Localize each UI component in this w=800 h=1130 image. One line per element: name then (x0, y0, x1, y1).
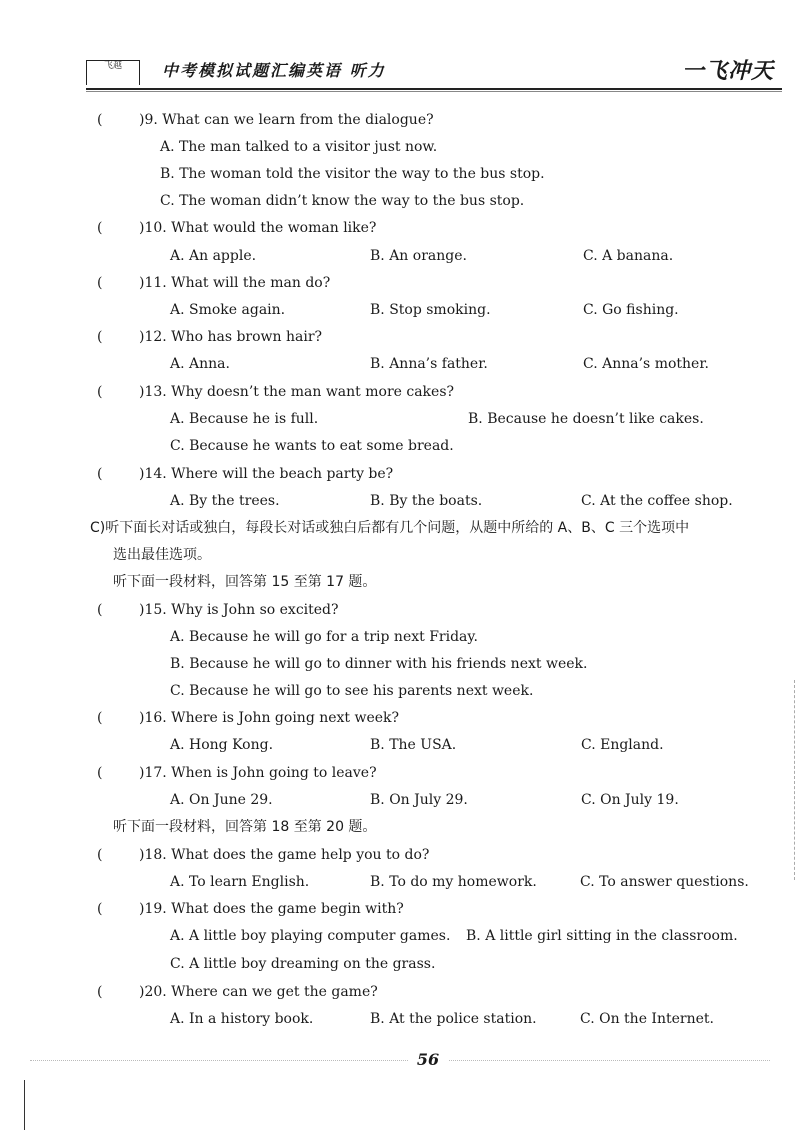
question-9: )9. What can we learn from the dialogue? (139, 112, 434, 128)
option-20b: B. At the police station. (370, 1011, 537, 1027)
option-20a: A. In a history book. (170, 1011, 314, 1027)
question-10: )10. What would the woman like? (139, 220, 377, 236)
question-16: )16. Where is John going next week? (139, 710, 400, 726)
option-10c: C. A banana. (583, 248, 674, 264)
answer-paren[interactable]: ( (97, 984, 103, 1000)
option-18a: A. To learn English. (170, 874, 310, 890)
question-20: )20. Where can we get the game? (139, 984, 378, 1000)
option-13b: B. Because he doesn’t like cakes. (468, 411, 704, 427)
question-14: )14. Where will the beach party be? (139, 466, 394, 482)
answer-paren[interactable]: ( (97, 710, 103, 726)
header-rule-thin (86, 91, 782, 92)
option-14a: A. By the trees. (170, 493, 280, 509)
option-12b: B. Anna’s father. (370, 356, 488, 372)
option-15c: C. Because he will go to see his parents next week. (170, 683, 534, 699)
question-11: )11. What will the man do? (139, 275, 331, 291)
option-19a: A. A little boy playing computer games. (170, 928, 451, 944)
page-header (86, 52, 782, 92)
answer-paren[interactable]: ( (97, 220, 103, 236)
option-17c: C. On July 19. (581, 792, 679, 808)
question-17: )17. When is John going to leave? (139, 765, 377, 781)
option-13a: A. Because he is full. (170, 411, 319, 427)
option-19c: C. A little boy dreaming on the grass. (170, 956, 436, 972)
header-brand: 一飞冲天 (681, 58, 774, 84)
answer-paren[interactable]: ( (97, 329, 103, 345)
option-12c: C. Anna’s mother. (583, 356, 709, 372)
question-15: )15. Why is John so excited? (139, 602, 339, 618)
answer-paren[interactable]: ( (97, 275, 103, 291)
option-9c: C. The woman didn’t know the way to the bus stop. (160, 193, 525, 209)
option-12a: A. Anna. (170, 356, 230, 372)
answer-paren[interactable]: ( (97, 384, 103, 400)
answer-paren[interactable]: ( (97, 765, 103, 781)
option-11c: C. Go fishing. (583, 302, 679, 318)
option-14b: B. By the boats. (370, 493, 483, 509)
option-20c: C. On the Internet. (580, 1011, 714, 1027)
answer-paren[interactable]: ( (97, 466, 103, 482)
answer-paren[interactable]: ( (97, 847, 103, 863)
question-12: )12. Who has brown hair? (139, 329, 323, 345)
option-18b: B. To do my homework. (370, 874, 537, 890)
option-9b: B. The woman told the visitor the way to the bus stop. (160, 166, 545, 182)
question-13: )13. Why doesn’t the man want more cakes? (139, 384, 455, 400)
option-17b: B. On July 29. (370, 792, 468, 808)
option-18c: C. To answer questions. (580, 874, 749, 890)
logo (86, 60, 140, 85)
option-15b: B. Because he will go to dinner with his friends next week. (170, 656, 588, 672)
header-rule (86, 88, 782, 90)
option-10a: A. An apple. (170, 248, 257, 264)
header-title: 中考模拟试题汇编英语 听力 (162, 61, 386, 80)
binding-marks (794, 680, 797, 880)
answer-paren[interactable]: ( (97, 602, 103, 618)
option-14c: C. At the coffee shop. (581, 493, 733, 509)
logo-text: 飞越 (103, 61, 122, 71)
option-17a: A. On June 29. (170, 792, 273, 808)
option-9a: A. The man talked to a visitor just now. (160, 139, 438, 155)
option-16a: A. Hong Kong. (170, 737, 274, 753)
option-11b: B. Stop smoking. (370, 302, 491, 318)
option-15a: A. Because he will go for a trip next Friday. (170, 629, 478, 645)
listening-instruction-2: 听下面一段材料，回答第 18 至第 20 题。 (113, 819, 377, 835)
answer-paren[interactable]: ( (97, 112, 103, 128)
option-13c: C. Because he wants to eat some bread. (170, 438, 454, 454)
option-16c: C. England. (581, 737, 664, 753)
section-c-instruction-cont: 选出最佳选项。 (113, 547, 211, 563)
option-11a: A. Smoke again. (170, 302, 286, 318)
margin-line (24, 1080, 25, 1130)
listening-instruction-1: 听下面一段材料，回答第 15 至第 17 题。 (113, 574, 377, 590)
section-c-instruction: C)听下面长对话或独白，每段长对话或独白后都有几个问题，从题中所给的 A、B、C 三个选项中 (90, 520, 690, 536)
question-18: )18. What does the game help you to do? (139, 847, 430, 863)
option-16b: B. The USA. (370, 737, 457, 753)
question-19: )19. What does the game begin with? (139, 901, 404, 917)
page-number: 56 (408, 1050, 448, 1069)
footer-divider (30, 1060, 770, 1062)
answer-paren[interactable]: ( (97, 901, 103, 917)
option-10b: B. An orange. (370, 248, 467, 264)
option-19b: B. A little girl sitting in the classroom. (466, 928, 738, 944)
